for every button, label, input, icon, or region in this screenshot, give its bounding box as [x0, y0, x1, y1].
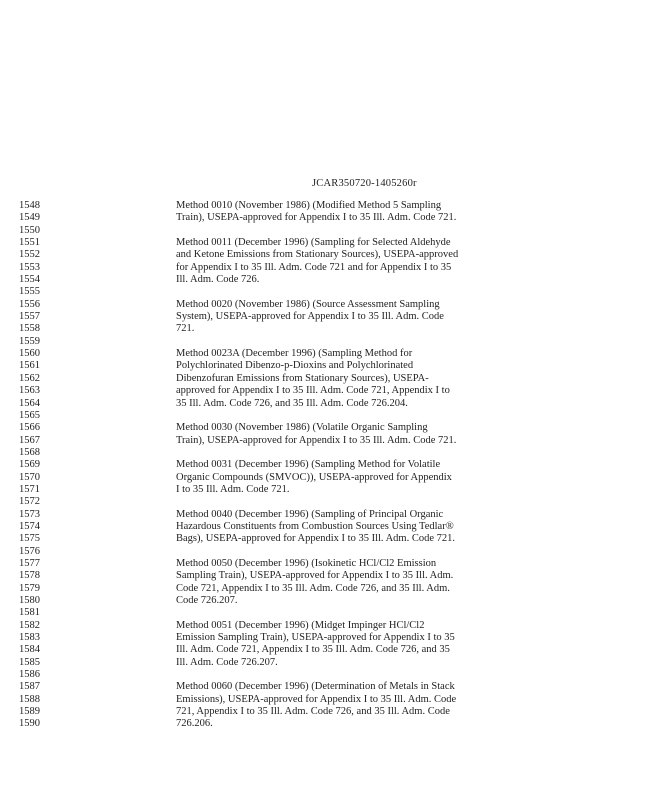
line-text: Method 0011 (December 1996) (Sampling for Selected Aldehyde	[176, 237, 451, 249]
line-number: 1563	[19, 385, 40, 397]
line-number: 1562	[19, 372, 40, 384]
line-number: 1588	[19, 693, 40, 705]
line-number: 1572	[19, 496, 40, 508]
line-text: Train), USEPA-approved for Appendix I to 35 Ill. Adm. Code 721.	[176, 434, 457, 446]
line-text: Code 721, Appendix I to 35 Ill. Adm. Code 726, and 35 Ill. Adm.	[176, 582, 450, 594]
document-line	[0, 360, 671, 372]
line-number: 1558	[19, 323, 40, 335]
line-text: Sampling Train), USEPA-approved for Appendix I to 35 Ill. Adm.	[176, 570, 454, 582]
line-text: Train), USEPA-approved for Appendix I to 35 Ill. Adm. Code 721.	[176, 212, 457, 224]
document-line	[0, 472, 671, 484]
line-number: 1555	[19, 286, 40, 298]
line-text: System), USEPA-approved for Appendix I to 35 Ill. Adm. Code	[176, 311, 444, 323]
document-line	[0, 336, 671, 348]
document-line	[0, 620, 671, 632]
line-number: 1565	[19, 409, 40, 421]
line-number: 1567	[19, 434, 40, 446]
line-number: 1570	[19, 471, 40, 483]
line-number: 1557	[19, 311, 40, 323]
line-text: 721, Appendix I to 35 Ill. Adm. Code 726, and 35 Ill. Adm. Code	[176, 706, 450, 718]
line-text: Method 0051 (December 1996) (Midget Impinger HCl/Cl2	[176, 619, 425, 631]
line-text: 35 Ill. Adm. Code 726, and 35 Ill. Adm. Code 726.204.	[176, 397, 408, 409]
line-text: 726.206.	[176, 718, 213, 730]
line-text: I to 35 Ill. Adm. Code 721.	[176, 483, 290, 495]
line-text: Method 0030 (November 1986) (Volatile Organic Sampling	[176, 422, 428, 434]
document-line	[0, 422, 671, 434]
document-line	[0, 385, 671, 397]
document-line	[0, 546, 671, 558]
line-text: Polychlorinated Dibenzo-p-Dioxins and Polychlorinated	[176, 360, 414, 372]
line-number: 1585	[19, 656, 40, 668]
line-number: 1568	[19, 446, 40, 458]
line-number: 1587	[19, 681, 40, 693]
line-text: Organic Compounds (SMVOC)), USEPA-approved for Appendix	[176, 471, 452, 483]
document-line	[0, 607, 671, 619]
line-text: Bags), USEPA-approved for Appendix I to 35 Ill. Adm. Code 721.	[176, 533, 456, 545]
line-number: 1548	[19, 200, 40, 211]
document-line	[0, 398, 671, 410]
line-text: Ill. Adm. Code 726.207.	[176, 656, 278, 668]
document-line	[0, 718, 671, 730]
document-line	[0, 311, 671, 323]
line-number: 1576	[19, 545, 40, 557]
line-number: 1590	[19, 718, 40, 730]
document-line	[0, 632, 671, 644]
line-number: 1561	[19, 360, 40, 372]
document-line	[0, 706, 671, 718]
line-text: Method 0010 (November 1986) (Modified Method 5 Sampling	[176, 200, 442, 211]
line-number: 1584	[19, 644, 40, 656]
line-text: 721.	[176, 323, 195, 335]
line-number: 1564	[19, 397, 40, 409]
document-line	[0, 657, 671, 669]
line-number: 1577	[19, 557, 40, 569]
line-text: Ill. Adm. Code 721, Appendix I to 35 Ill. Adm. Code 726, and 35	[176, 644, 450, 656]
line-number: 1571	[19, 483, 40, 495]
line-number: 1581	[19, 607, 40, 619]
document-line	[0, 583, 671, 595]
document-line	[0, 200, 671, 212]
line-text: Method 0020 (November 1986) (Source Assessment Sampling	[176, 298, 440, 310]
line-text: Dibenzofuran Emissions from Stationary Sources), USEPA-	[176, 372, 429, 384]
document-line	[0, 373, 671, 385]
document-line	[0, 644, 671, 656]
line-number: 1549	[19, 212, 40, 224]
line-text: Method 0050 (December 1996) (Isokinetic HCl/Cl2 Emission	[176, 557, 437, 569]
document-line	[0, 410, 671, 422]
document-line	[0, 669, 671, 681]
line-number: 1560	[19, 348, 40, 360]
line-number: 1550	[19, 224, 40, 236]
document-line	[0, 225, 671, 237]
line-number: 1578	[19, 570, 40, 582]
document-line	[0, 459, 671, 471]
line-number: 1575	[19, 533, 40, 545]
line-number: 1569	[19, 459, 40, 471]
line-text: for Appendix I to 35 Ill. Adm. Code 721 and for Appendix I to 35	[176, 261, 452, 273]
document-line	[0, 348, 671, 360]
document-line	[0, 694, 671, 706]
line-text: and Ketone Emissions from Stationary Sources), USEPA-approved	[176, 249, 459, 261]
line-number: 1582	[19, 619, 40, 631]
document-line	[0, 595, 671, 607]
document-line	[0, 237, 671, 249]
line-text: Code 726.207.	[176, 595, 238, 606]
document-line	[0, 496, 671, 508]
line-number: 1579	[19, 582, 40, 594]
document-line	[0, 533, 671, 545]
line-number: 1551	[19, 237, 40, 249]
document-line	[0, 249, 671, 261]
document-line	[0, 212, 671, 224]
line-number: 1553	[19, 261, 40, 273]
page-header: JCAR350720-1405260r	[312, 178, 417, 189]
line-number: 1589	[19, 706, 40, 718]
document-line	[0, 570, 671, 582]
line-text: approved for Appendix I to 35 Ill. Adm. Code 721, Appendix I to	[176, 385, 450, 397]
document-line	[0, 274, 671, 286]
line-number: 1552	[19, 249, 40, 261]
line-number: 1554	[19, 274, 40, 286]
document-line	[0, 447, 671, 459]
document-line	[0, 435, 671, 447]
document-body	[0, 200, 671, 731]
line-number: 1580	[19, 595, 40, 606]
document-line	[0, 558, 671, 570]
document-line	[0, 262, 671, 274]
document-line	[0, 323, 671, 335]
line-text: Hazardous Constituents from Combustion Sources Using Tedlar®	[176, 520, 454, 532]
line-number: 1574	[19, 520, 40, 532]
line-text: Emissions), USEPA-approved for Appendix I to 35 Ill. Adm. Code	[176, 693, 457, 705]
document-line	[0, 484, 671, 496]
line-number: 1559	[19, 335, 40, 347]
line-text: Emission Sampling Train), USEPA-approved for Appendix I to 35	[176, 632, 455, 644]
document-line	[0, 509, 671, 521]
document-line	[0, 681, 671, 693]
line-text: Method 0040 (December 1996) (Sampling of Principal Organic	[176, 508, 444, 520]
line-number: 1586	[19, 669, 40, 681]
line-number: 1583	[19, 632, 40, 644]
document-line	[0, 299, 671, 311]
line-number: 1573	[19, 508, 40, 520]
line-text: Ill. Adm. Code 726.	[176, 274, 260, 286]
line-text: Method 0031 (December 1996) (Sampling Method for Volatile	[176, 459, 441, 471]
document-line	[0, 521, 671, 533]
line-number: 1566	[19, 422, 40, 434]
document-line	[0, 286, 671, 298]
line-number: 1556	[19, 298, 40, 310]
line-text: Method 0060 (December 1996) (Determination of Metals in Stack	[176, 681, 455, 693]
line-text: Method 0023A (December 1996) (Sampling Method for	[176, 348, 413, 360]
